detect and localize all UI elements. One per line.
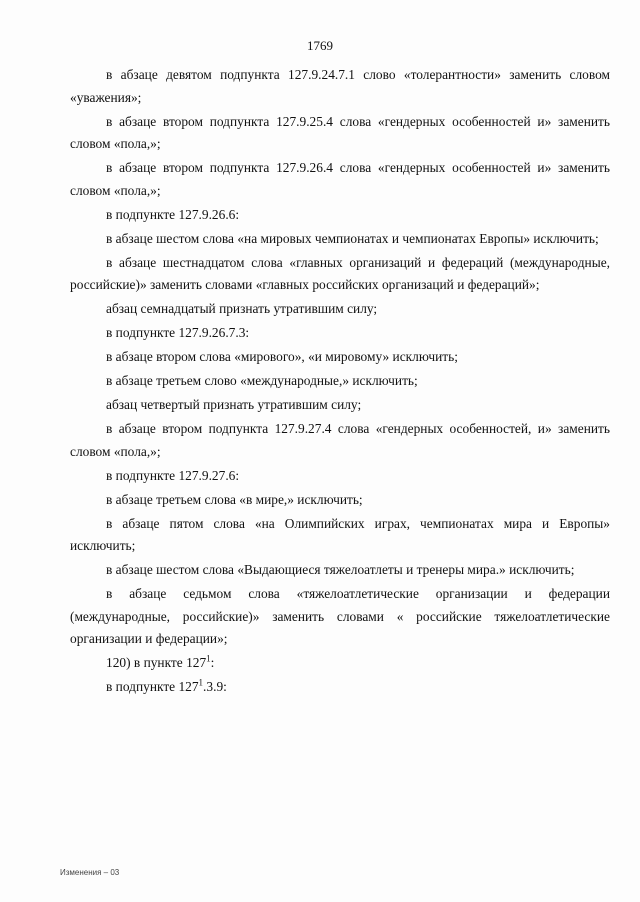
item-120-prefix: 120) в пункте 127 [106,655,207,670]
item-120-suffix: : [210,655,215,670]
paragraph: в абзаце девятом подпункта 127.9.24.7.1 слово «толерантности» заменить словом «уважения»; [70,67,610,105]
paragraph: в подпункте 127.9.26.7.3: [106,325,250,340]
page-number: 1769 [307,38,333,53]
paragraph: в абзаце пятом слова «на Олимпийских играх, чемпионатах мира и Европы» исключить; [70,515,610,553]
paragraph: в абзаце седьмом слова «тяжелоатлетические организации и федерации (международные, российские)» заменить словами « российские тяжелоатлетические организации и федерации»; [70,586,610,646]
paragraph: в подпункте 127.9.27.6: [106,467,240,483]
paragraph: абзац семнадцатый признать утратившим силу; [106,301,378,316]
paragraph: в подпункте 127.9.26.6: [106,206,240,222]
paragraph: в абзаце шестом слова «на мировых чемпионатах и чемпионатах Европы» исключить; [106,230,599,246]
subitem-superscript: 1 [198,677,204,688]
subitem-heading [70,676,610,699]
paragraph: в абзаце третьем слово «международные,» исключить; [106,373,418,388]
paragraph: в абзаце шестом слова «Выдающиеся тяжелоатлеты и тренеры мира.» исключить; [106,562,575,577]
paragraph: абзац четвертый признать утратившим силу; [106,397,362,412]
footer-revision-label: Изменения – 03 [60,868,120,877]
paragraph: в абзаце втором слова «мирового», «и мировому» исключить; [106,349,458,364]
document-body [70,64,610,700]
paragraph: в абзаце втором подпункта 127.9.27.4 слова «гендерных особенностей, и» заменить словом «пола,»; [70,421,610,459]
item-120-heading [70,652,610,675]
paragraph: в абзаце втором подпункта 127.9.25.4 слова «гендерных особенностей и» заменить словом «пола,»; [70,113,610,151]
paragraph: в абзаце шестнадцатом слова «главных организаций и федераций (международные, российские)» заменить словами «главных российских организаций и федераций»; [70,254,610,292]
subitem-suffix: .3.9: [203,679,227,694]
paragraph: в абзаце втором подпункта 127.9.26.4 слова «гендерных особенностей и» заменить словом «пола,»; [70,160,610,198]
subitem-prefix: в подпункте 127 [106,679,199,694]
item-120-superscript: 1 [206,653,211,664]
paragraph: в абзаце третьем слова «в мире,» исключить; [106,491,363,507]
